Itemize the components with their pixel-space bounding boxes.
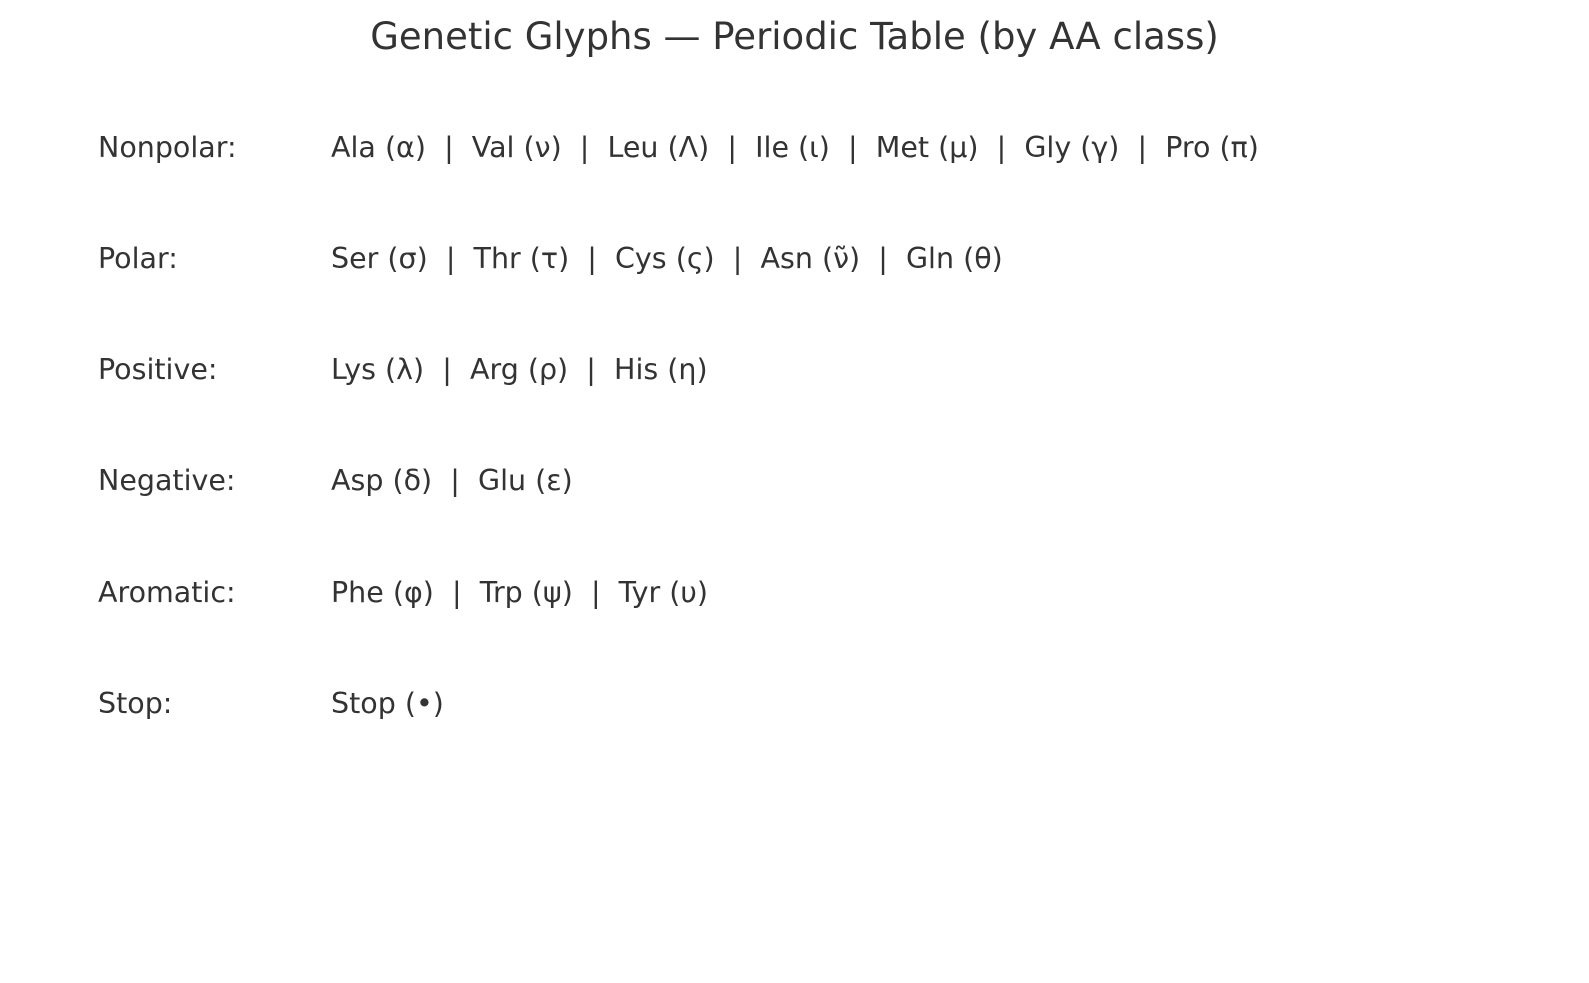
class-label: Stop: [98, 687, 173, 720]
amino-acid-list: Ser (σ) | Thr (τ) | Cys (ς) | Asn (ν̃) | Gln (θ) [331, 242, 1003, 275]
amino-acid-list: Asp (δ) | Glu (ε) [331, 464, 573, 497]
amino-acid-list: Lys (λ) | Arg (ρ) | His (η) [331, 353, 708, 386]
class-row-nonpolar [0, 128, 1589, 168]
class-row-stop [0, 684, 1589, 724]
class-label: Nonpolar: [98, 131, 237, 164]
amino-acid-list: Phe (φ) | Trp (ψ) | Tyr (υ) [331, 576, 709, 609]
class-label: Aromatic: [98, 576, 236, 609]
class-row-positive [0, 350, 1589, 390]
amino-acid-list: Ala (α) | Val (ν) | Leu (Λ) | Ile (ι) | Met (μ) | Gly (γ) | Pro (π) [331, 131, 1259, 164]
class-row-polar [0, 239, 1589, 279]
class-row-negative [0, 461, 1589, 501]
class-label: Polar: [98, 242, 178, 275]
class-label: Positive: [98, 353, 218, 386]
class-label: Negative: [98, 464, 236, 497]
class-row-aromatic [0, 573, 1589, 613]
amino-acid-list: Stop (•) [331, 687, 444, 720]
page-title: Genetic Glyphs — Periodic Table (by AA class) [370, 15, 1219, 58]
